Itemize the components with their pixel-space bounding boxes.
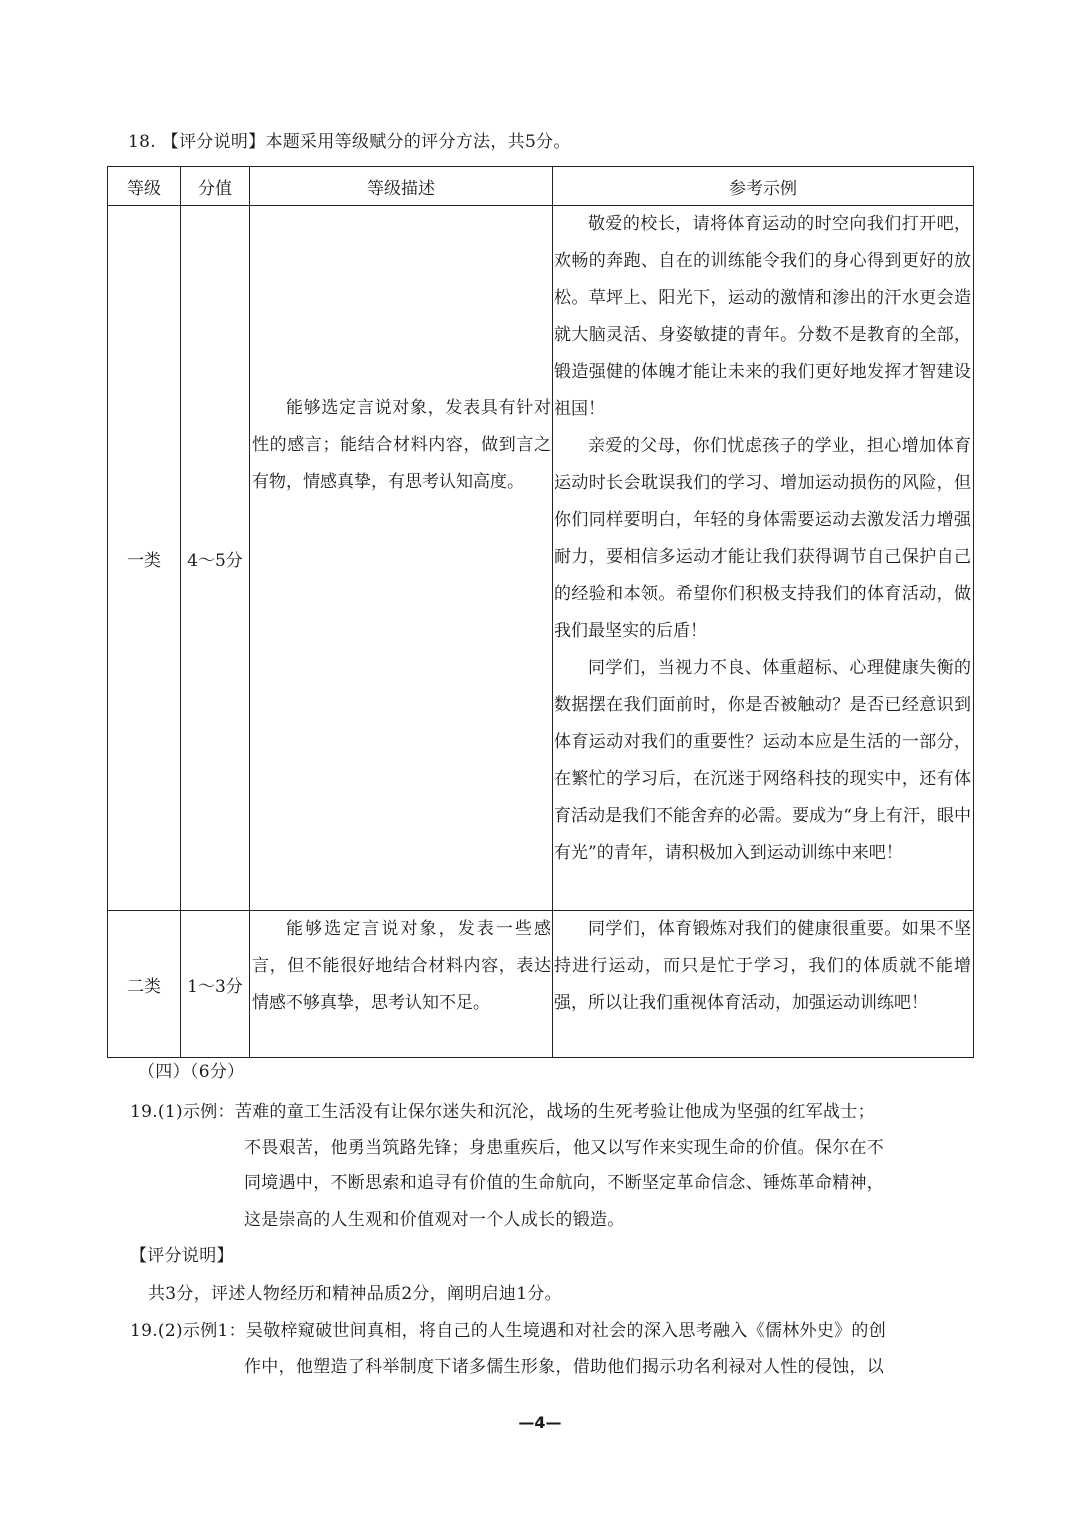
score-cell: 4～5分 xyxy=(181,206,250,911)
header-description: 等级描述 xyxy=(250,167,553,206)
description-cell xyxy=(250,206,553,911)
level-cell: 二类 xyxy=(108,911,181,1058)
grading-table xyxy=(107,166,974,1058)
example-paragraph: 同学们，当视力不良、体重超标、心理健康失衡的数据摆在我们面前时，你是否被触动？是否已经意识到体育运动对我们的重要性？运动本应是生活的一部分，在繁忙的学习后，在沉迷于网络科技的现实中，还有体育活动是我们不能舍弃的必需。要成为“身上有汗，眼中有光”的青年，请积极加入到运动训练中来吧！ xyxy=(554,658,971,863)
page-number: —4— xyxy=(518,1413,562,1432)
table-row xyxy=(108,911,974,1058)
score-cell: 1～3分 xyxy=(181,911,250,1058)
header-level: 等级 xyxy=(108,167,181,206)
level-cell: 一类 xyxy=(108,206,181,911)
q19-1-line: 这是崇高的人生观和价值观对一个人成长的锻造。 xyxy=(244,1210,625,1230)
example-paragraph: 敬爱的校长，请将体育运动的时空向我们打开吧，欢畅的奔跑、自在的训练能令我们的身心得到更好的放松。草坪上、阳光下，运动的激情和渗出的汗水更会造就大脑灵活、身姿敏捷的青年。分数不是教育的全部，锻造强健的体魄才能让未来的我们更好地发挥才智建设祖国！ xyxy=(554,214,971,419)
table-row xyxy=(108,206,974,911)
q19-1-scoring-text: 共3分，评述人物经历和精神品质2分，阐明启迪1分。 xyxy=(148,1284,562,1304)
q19-1-line: 19.(1)示例：苦难的童工生活没有让保尔迷失和沉沦，战场的生死考验让他成为坚强的红军战士； xyxy=(130,1102,875,1122)
example-paragraph: 亲爱的父母，你们忧虑孩子的学业，担心增加体育运动时长会耽误我们的学习、增加运动损伤的风险，但你们同样要明白，年轻的身体需要运动去激发活力增强耐力，要相信多运动才能让我们获得调节自己保护自己的经验和本领。希望你们积极支持我们的体育活动，做我们最坚实的后盾！ xyxy=(554,436,971,641)
q19-1-line: 同境遇中，不断思索和追寻有价值的生命航向，不断坚定革命信念、锤炼革命精神， xyxy=(244,1173,885,1193)
header-score: 分值 xyxy=(181,167,250,206)
q18-heading: 18. 【评分说明】本题采用等级赋分的评分方法，共5分。 xyxy=(128,132,571,152)
example-cell xyxy=(553,911,974,1058)
q19-2-line: 19.(2)示例1：吴敬梓窥破世间真相，将自己的人生境遇和对社会的深入思考融入《儒林外史》的创 xyxy=(130,1321,887,1341)
q19-2-line: 作中，他塑造了科举制度下诸多儒生形象，借助他们揭示功名利禄对人性的侵蚀，以 xyxy=(244,1357,885,1377)
q19-1-line: 不畏艰苦，他勇当筑路先锋；身患重疾后，他又以写作来实现生命的价值。保尔在不 xyxy=(244,1138,885,1158)
description-text: 能够选定言说对象，发表具有针对性的感言；能结合材料内容，做到言之有物，情感真挚，有思考认知高度。 xyxy=(252,398,551,492)
q19-1-scoring-title: 【评分说明】 xyxy=(130,1246,234,1266)
table-header-row xyxy=(108,167,974,206)
header-example: 参考示例 xyxy=(553,167,974,206)
description-cell xyxy=(250,911,553,1058)
description-text: 能够选定言说对象，发表一些感言，但不能很好地结合材料内容，表达情感不够真挚，思考认知不足。 xyxy=(252,919,551,1013)
section-four-label: （四）（6分） xyxy=(138,1062,245,1082)
example-paragraph: 同学们，体育锻炼对我们的健康很重要。如果不坚持进行运动，而只是忙于学习，我们的体质就不能增强，所以让我们重视体育活动，加强运动训练吧！ xyxy=(554,919,971,1013)
example-cell xyxy=(553,206,974,911)
